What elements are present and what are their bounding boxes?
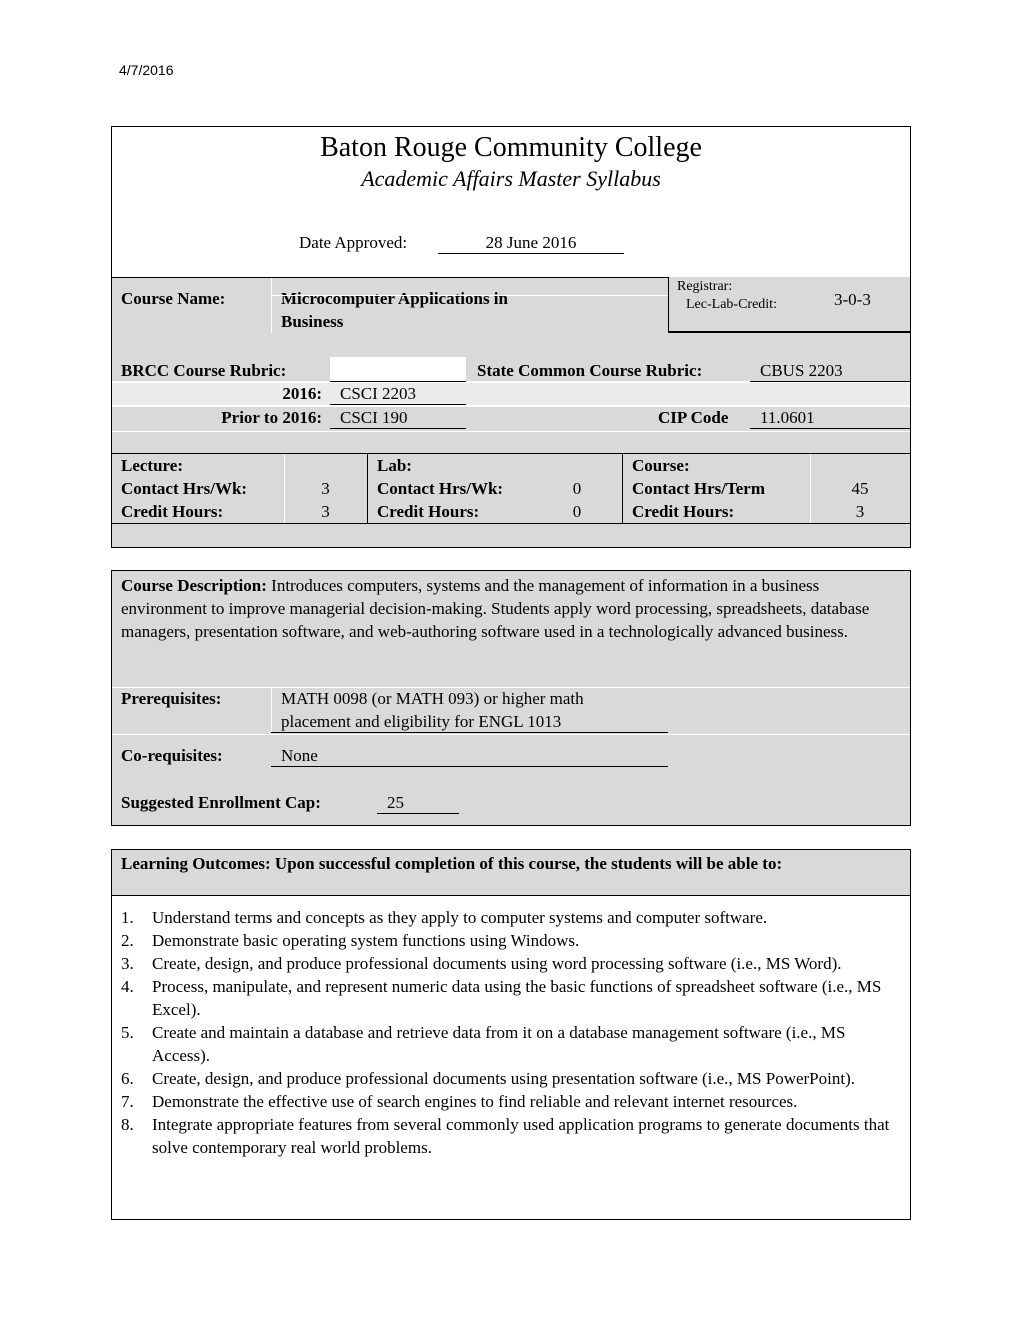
course-title: Course:	[632, 456, 690, 475]
lec-lab-credit-value: 3-0-3	[834, 290, 871, 309]
divider	[271, 295, 668, 296]
page-date: 4/7/2016	[119, 62, 174, 78]
prerequisites-line1: MATH 0098 (or MATH 093) or higher math	[281, 689, 584, 708]
rubric-2016-value: CSCI 2203	[330, 384, 466, 405]
syllabus-subtitle: Academic Affairs Master Syllabus	[361, 166, 661, 191]
course-name-label: Course Name:	[121, 289, 226, 308]
state-rubric-label: State Common Course Rubric:	[477, 361, 703, 380]
rubric-prior-label: Prior to 2016:	[221, 408, 322, 427]
corequisites-label: Co-requisites:	[121, 746, 223, 765]
lecture-credit-value: 3	[321, 502, 330, 521]
divider	[271, 278, 272, 333]
spacer-row	[112, 524, 910, 547]
course-credit-label: Credit Hours:	[632, 502, 735, 521]
cip-code-value: 11.0601	[750, 408, 910, 429]
spacer-row	[112, 432, 910, 454]
lab-credit-label: Credit Hours:	[377, 502, 480, 521]
lecture-contact-label: Contact Hrs/Wk:	[121, 479, 248, 498]
syllabus-header-box	[111, 126, 911, 548]
divider	[668, 332, 910, 333]
lab-credit-value: 0	[572, 502, 582, 521]
divider	[112, 734, 910, 735]
list-item: 8. Integrate appropriate features from several commonly used application programs to generate documents that solve contemporary real world problems.	[121, 1115, 890, 1157]
divider	[622, 454, 623, 523]
lecture-title: Lecture:	[121, 456, 183, 475]
course-contact-value: 45	[851, 479, 869, 498]
learning-outcomes-heading: Learning Outcomes: Upon successful completion of this course, the students will be able to:	[112, 850, 910, 896]
lab-contact-value: 0	[572, 479, 582, 498]
list-item: 1. Understand terms and concepts as they apply to computer systems and computer software.	[121, 908, 768, 927]
list-item: 5. Create and maintain a database and retrieve data from it on a database management software (i.e., MS Access).	[121, 1023, 846, 1065]
course-credit-value: 3	[855, 502, 865, 521]
cip-code-label: CIP Code	[658, 408, 729, 427]
prerequisites-line2: placement and eligibility for ENGL 1013	[271, 712, 668, 733]
date-approved-value: 28 June 2016	[438, 233, 624, 254]
brcc-rubric-label: BRCC Course Rubric:	[121, 361, 287, 380]
divider	[112, 687, 910, 688]
state-rubric-value: CBUS 2203	[750, 361, 910, 382]
lecture-credit-label: Credit Hours:	[121, 502, 224, 521]
lec-lab-credit-label: Lec-Lab-Credit:	[686, 297, 777, 312]
enrollment-cap-label: Suggested Enrollment Cap:	[121, 793, 321, 812]
course-description	[121, 574, 903, 643]
registrar-label: Registrar:	[677, 279, 733, 294]
course-name-value-line1: Microcomputer Applications in	[281, 289, 508, 308]
learning-outcomes-box	[111, 849, 911, 1220]
course-description-text: Introduces computers, systems and the management of information in a business environment to improve managerial decision-making. Students apply word processing, spreadsheets, database managers, presentation software, and web-authoring software used in a technologically advanced business.	[121, 576, 870, 641]
course-description-box	[111, 570, 911, 826]
brcc-rubric-value	[330, 357, 466, 382]
list-item: 4. Process, manipulate, and represent numeric data using the basic functions of spreadsheet software (i.e., MS Excel).	[121, 977, 882, 1019]
course-name-value-line2: Business	[281, 312, 344, 331]
list-item: 3. Create, design, and produce professional documents using word processing software (i.e., MS Word).	[121, 954, 842, 973]
enrollment-cap-value: 25	[377, 793, 459, 814]
rubric-2016-label: 2016:	[282, 384, 322, 403]
list-item: 7. Demonstrate the effective use of search engines to find reliable and relevant internet resources.	[121, 1092, 798, 1111]
lab-title: Lab:	[377, 456, 412, 475]
course-description-label: Course Description:	[121, 576, 267, 595]
spacer-row	[112, 333, 910, 357]
lab-contact-label: Contact Hrs/Wk:	[377, 479, 504, 498]
course-contact-label: Contact Hrs/Term	[632, 479, 765, 498]
prerequisites-label: Prerequisites:	[121, 689, 222, 708]
list-item: 2. Demonstrate basic operating system functions using Windows.	[121, 931, 580, 950]
list-item: 6. Create, design, and produce professional documents using presentation software (i.e., MS PowerPoint).	[121, 1069, 855, 1088]
rubric-prior-value: CSCI 190	[330, 408, 466, 429]
learning-outcomes-list	[121, 906, 901, 1159]
college-title: Baton Rouge Community College	[320, 132, 702, 163]
divider	[367, 454, 368, 523]
corequisites-value: None	[271, 746, 668, 767]
lecture-contact-value: 3	[321, 479, 330, 498]
date-approved-label: Date Approved:	[299, 233, 408, 252]
